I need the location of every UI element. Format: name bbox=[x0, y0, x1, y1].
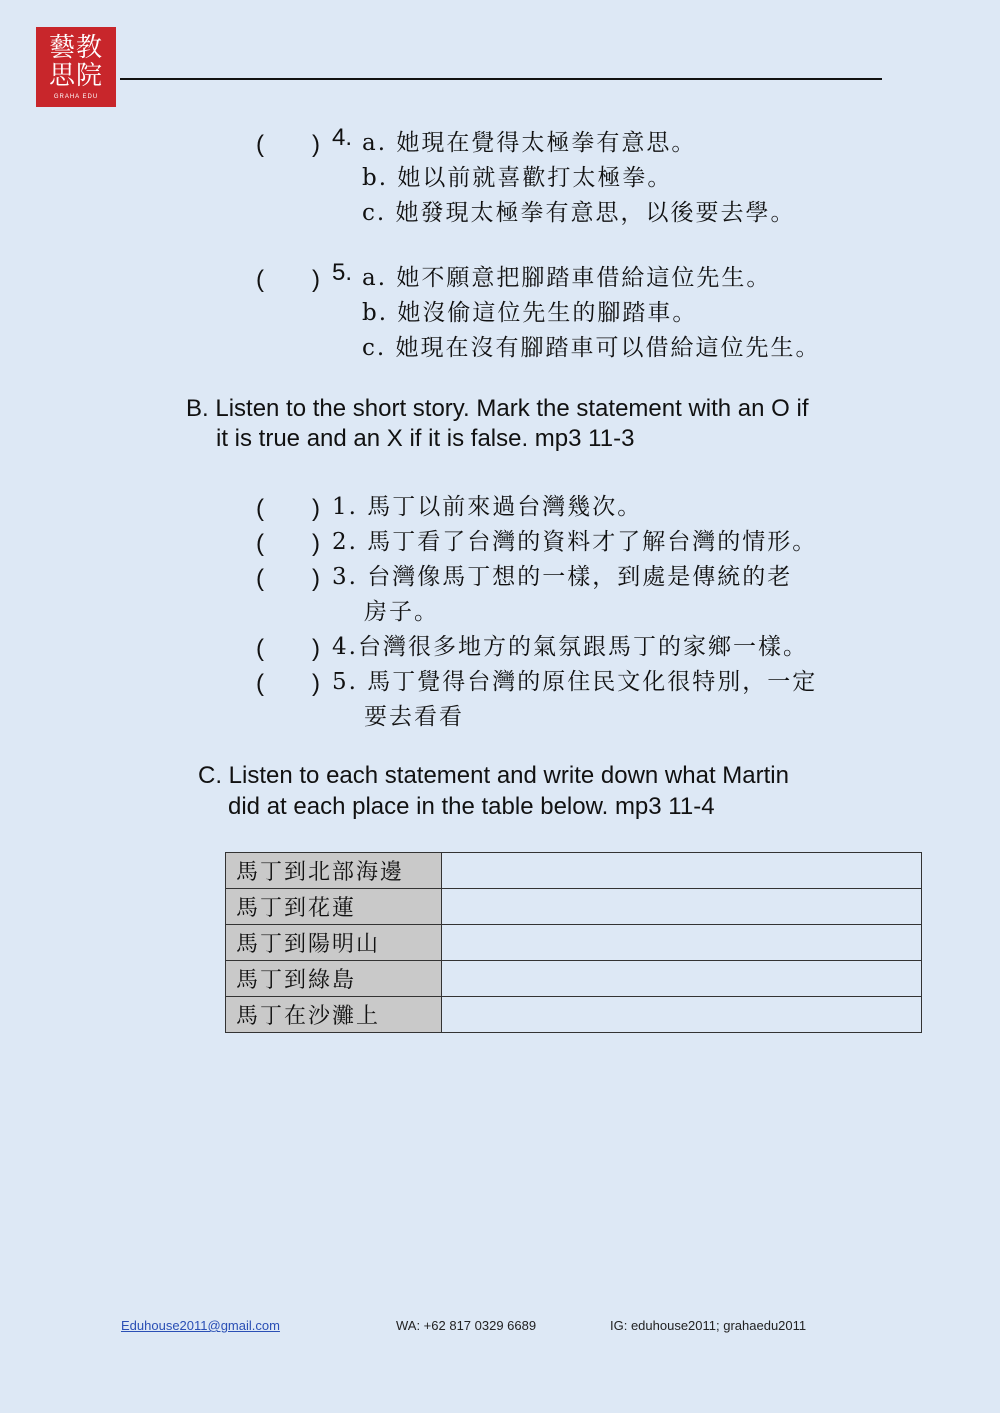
answer-blank-b5[interactable]: ( ) bbox=[256, 670, 320, 697]
place-label: 馬丁到北部海邊 bbox=[226, 853, 442, 889]
q5-number: 5. bbox=[332, 259, 353, 286]
statement-b5: 5. 馬丁覺得台灣的原住民文化很特別，一定 bbox=[332, 669, 818, 695]
answer-blank-q4[interactable]: ( ) bbox=[256, 131, 320, 158]
place-label: 馬丁到花蓮 bbox=[226, 889, 442, 925]
place-label: 馬丁到陽明山 bbox=[226, 925, 442, 961]
section-b-instruction-line2: it is true and an X if it is false. mp3 11-3 bbox=[216, 425, 635, 452]
answer-blank-b3[interactable]: ( ) bbox=[256, 565, 320, 592]
statement-b4: 4.台灣很多地方的氣氛跟馬丁的家鄉一樣。 bbox=[332, 634, 808, 660]
table-row bbox=[226, 853, 922, 889]
section-b-instruction-line1: B. Listen to the short story. Mark the statement with an O if bbox=[186, 395, 809, 422]
table-row bbox=[226, 889, 922, 925]
table-row bbox=[226, 961, 922, 997]
answer-cell[interactable] bbox=[442, 925, 922, 961]
q5-option-a: a. 她不願意把腳踏車借給這位先生。 bbox=[362, 265, 772, 291]
answer-cell[interactable] bbox=[442, 889, 922, 925]
answer-blank-q5[interactable]: ( ) bbox=[256, 266, 320, 293]
statement-b5-continued: 要去看看 bbox=[364, 704, 464, 730]
answer-cell[interactable] bbox=[442, 853, 922, 889]
martin-places-table bbox=[225, 852, 922, 1033]
statement-b3-continued: 房子。 bbox=[364, 599, 439, 625]
q5-option-b: b. 她沒偷這位先生的腳踏車。 bbox=[362, 300, 698, 326]
answer-blank-b2[interactable]: ( ) bbox=[256, 530, 320, 557]
place-label: 馬丁在沙灘上 bbox=[226, 997, 442, 1033]
q4-option-a: a. 她現在覺得太極拳有意思。 bbox=[362, 130, 697, 156]
logo-subtitle: GRAHA EDU bbox=[53, 94, 99, 100]
section-c-instruction-line2: did at each place in the table below. mp3 11-4 bbox=[228, 793, 715, 820]
q4-option-b: b. 她以前就喜歡打太極拳。 bbox=[362, 165, 673, 191]
header-divider bbox=[120, 78, 882, 80]
table-row bbox=[226, 925, 922, 961]
section-c-instruction-line1: C. Listen to each statement and write down what Martin bbox=[198, 762, 789, 789]
answer-cell[interactable] bbox=[442, 961, 922, 997]
statement-b3: 3. 台灣像馬丁想的一樣，到處是傳統的老 bbox=[332, 564, 793, 590]
graha-edu-logo bbox=[36, 27, 116, 107]
place-label: 馬丁到綠島 bbox=[226, 961, 442, 997]
q5-option-c: c. 她現在沒有腳踏車可以借給這位先生。 bbox=[362, 335, 821, 361]
footer-email-link[interactable]: Eduhouse2011@gmail.com bbox=[121, 1318, 280, 1333]
statement-b2: 2. 馬丁看了台灣的資料才了解台灣的情形。 bbox=[332, 529, 818, 555]
q4-number: 4. bbox=[332, 124, 353, 151]
statement-b1: 1. 馬丁以前來過台灣幾次。 bbox=[332, 494, 643, 520]
answer-cell[interactable] bbox=[442, 997, 922, 1033]
answer-blank-b1[interactable]: ( ) bbox=[256, 495, 320, 522]
logo-glyphs: 藝教思院 bbox=[48, 33, 103, 91]
table-row bbox=[226, 997, 922, 1033]
footer-instagram: IG: eduhouse2011; grahaedu2011 bbox=[610, 1318, 807, 1333]
answer-blank-b4[interactable]: ( ) bbox=[256, 635, 320, 662]
footer-whatsapp: WA: +62 817 0329 6689 bbox=[396, 1318, 537, 1333]
q4-option-c: c. 她發現太極拳有意思，以後要去學。 bbox=[362, 200, 796, 226]
